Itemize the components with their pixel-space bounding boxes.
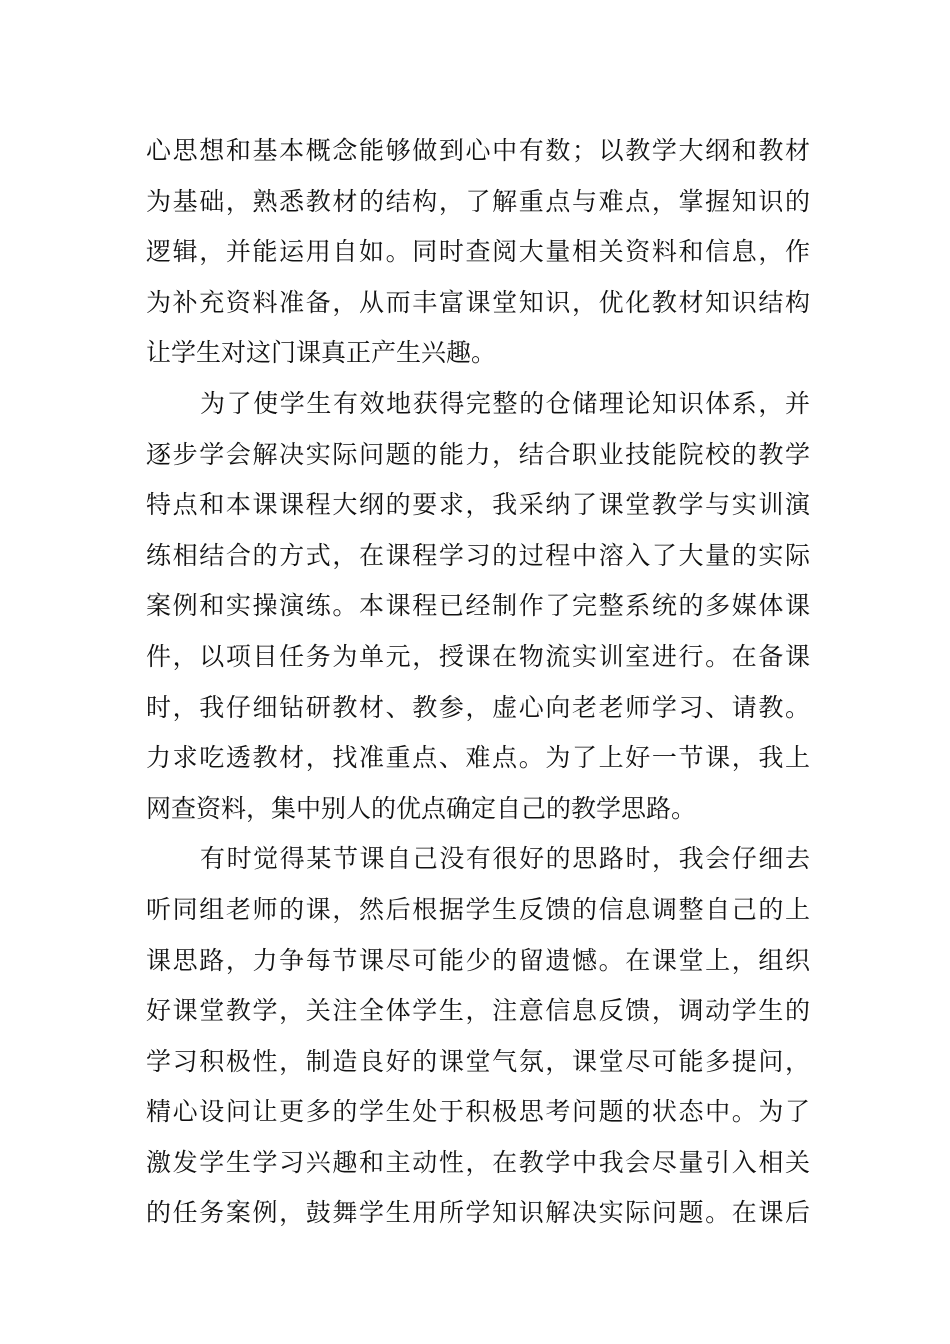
text-line: 好课堂教学，关注全体学生，注意信息反馈，调动学生的	[146, 996, 810, 1026]
text-line: 特点和本课课程大纲的要求，我采纳了课堂教学与实训演	[146, 490, 810, 520]
text-line: 案例和实操演练。本课程已经制作了完整系统的多媒体课	[146, 591, 810, 621]
text-line: 逻辑，并能运用自如。同时查阅大量相关资料和信息，作	[146, 237, 810, 267]
paragraph	[146, 126, 810, 379]
text-line: 学习积极性，制造良好的课堂气氛，课堂尽可能多提问，	[146, 1046, 810, 1076]
text-line: 为基础，熟悉教材的结构，了解重点与难点，掌握知识的	[146, 186, 810, 216]
text-line: 网查资料，集中别人的优点确定自己的教学思路。	[146, 793, 697, 823]
document-body	[146, 126, 810, 1239]
text-line: 为补充资料准备，从而丰富课堂知识，优化教材知识结构	[146, 287, 810, 317]
text-line: 让学生对这门课真正产生兴趣。	[146, 338, 497, 368]
paragraph	[146, 379, 810, 834]
paragraph	[146, 834, 810, 1239]
text-line: 时，我仔细钻研教材、教参，虚心向老老师学习、请教。	[146, 692, 810, 722]
text-line: 逐步学会解决实际问题的能力，结合职业技能院校的教学	[146, 439, 810, 469]
text-line: 精心设问让更多的学生处于积极思考问题的状态中。为了	[146, 1097, 810, 1127]
text-line: 心思想和基本概念能够做到心中有数；以教学大纲和教材	[146, 136, 810, 165]
text-line: 练相结合的方式，在课程学习的过程中溶入了大量的实际	[146, 540, 810, 570]
text-line: 的任务案例，鼓舞学生用所学知识解决实际问题。在课后	[146, 1198, 810, 1228]
text-line: 听同组老师的课，然后根据学生反馈的信息调整自己的上	[146, 894, 810, 924]
text-line: 课思路，力争每节课尽可能少的留遗憾。在课堂上，组织	[146, 945, 810, 975]
text-line: 激发学生学习兴趣和主动性，在教学中我会尽量引入相关	[146, 1147, 810, 1177]
text-line: 为了使学生有效地获得完整的仓储理论知识体系，并	[200, 388, 810, 418]
text-line: 力求吃透教材，找准重点、难点。为了上好一节课，我上	[146, 743, 810, 773]
text-line: 件，以项目任务为单元，授课在物流实训室进行。在备课	[146, 641, 810, 671]
text-line: 有时觉得某节课自己没有很好的思路时，我会仔细去	[200, 844, 810, 874]
